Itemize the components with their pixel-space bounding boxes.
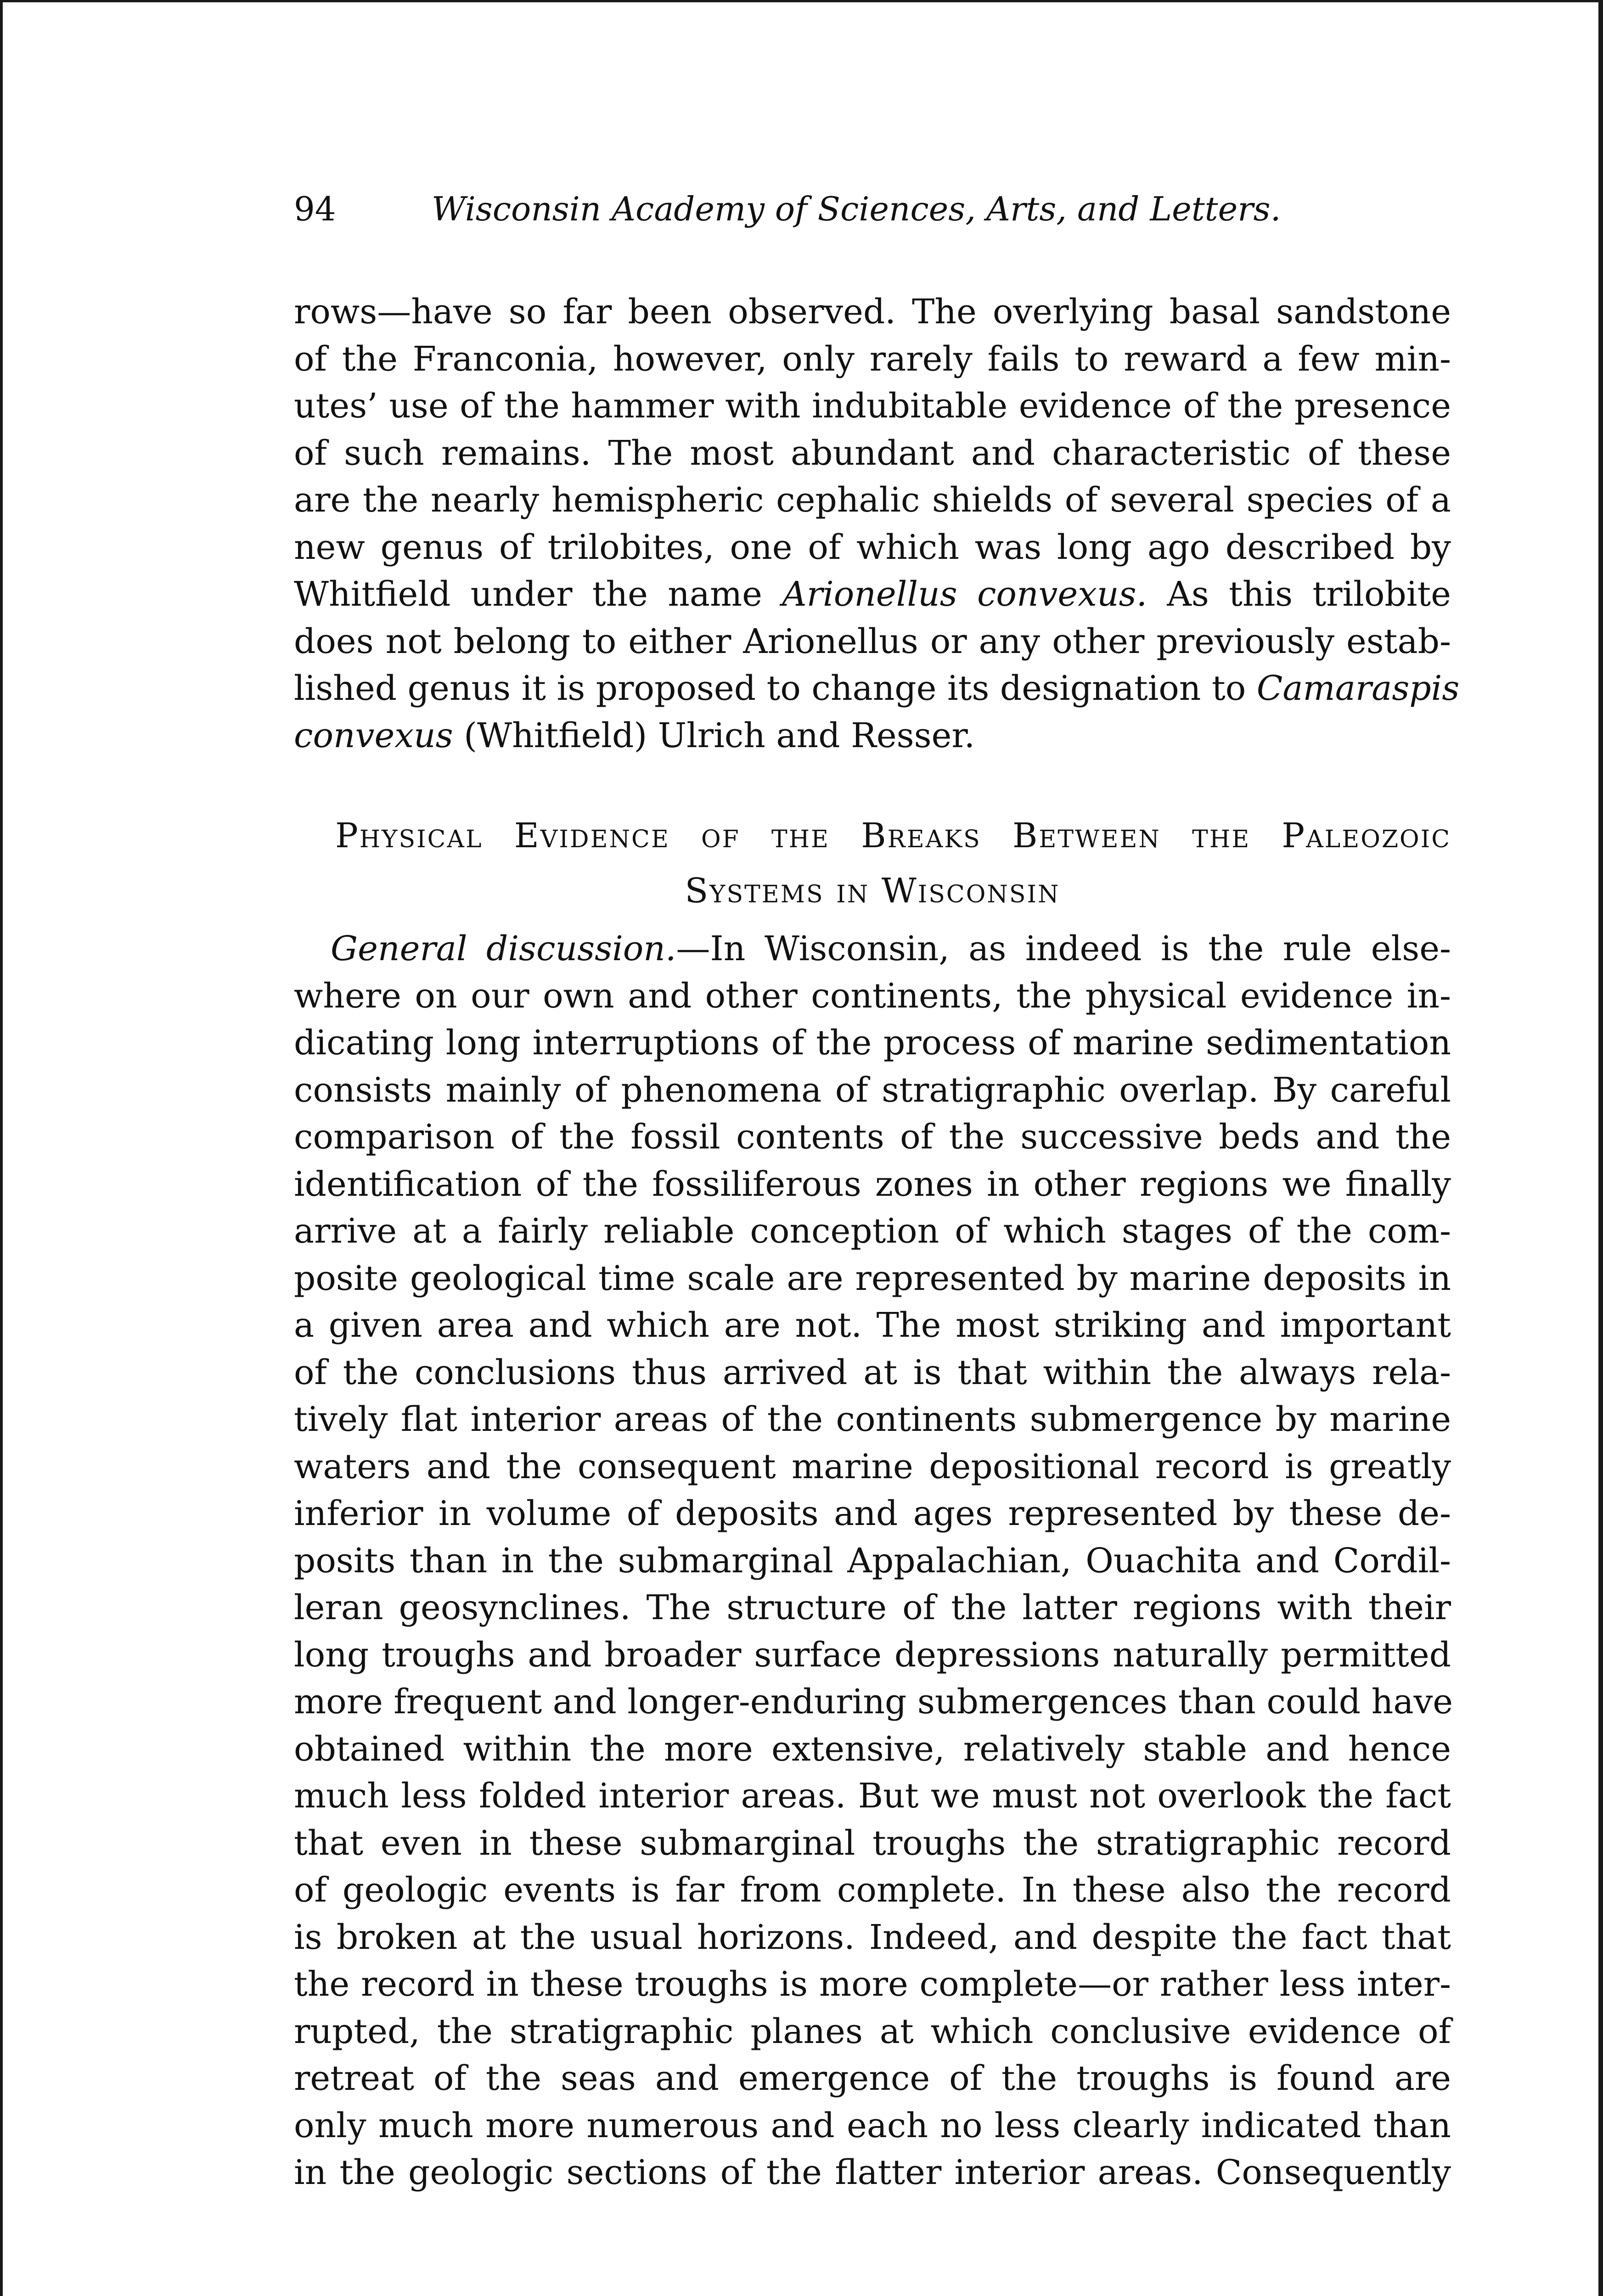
text-line: long troughs and broader surface depressions naturally permitted [294, 1635, 1451, 1675]
page-header [294, 186, 1281, 232]
running-title: Wisconsin Academy of Sciences, Arts, and Letters. [432, 190, 1281, 228]
text-line: posits than in the submarginal Appalachian, Ouachita and Cordil- [294, 1541, 1451, 1581]
text-line: a given area and which are not. The most striking and important [294, 1306, 1451, 1345]
text-line [294, 665, 1460, 712]
text-line: comparison of the fossil contents of the successive beds and the [294, 1117, 1451, 1157]
taxon-name: Arionellus convexus. [782, 574, 1147, 614]
text-line [294, 571, 1451, 618]
text-line: tively flat interior areas of the continents submergence by marine [294, 1400, 1451, 1439]
text-line: more frequent and longer-enduring submergences than could have [294, 1682, 1453, 1722]
text-segment: —In Wisconsin, as indeed is the rule else- [676, 929, 1451, 968]
text-line: identification of the fossiliferous zones in other regions we finally [294, 1164, 1451, 1204]
text-line: arrive at a fairly reliable conception of which stages of the com- [294, 1211, 1451, 1251]
text-line: retreat of the seas and emergence of the troughs is found are [294, 2059, 1451, 2098]
text-segment: Whitfield under the name [294, 574, 762, 614]
section-heading-line-2: Systems in Wisconsin [685, 871, 1060, 911]
text-line: of geologic events is far from complete. In these also the record [294, 1870, 1451, 1910]
text-line: of the conclusions thus arrived at is that within the always rela- [294, 1352, 1451, 1392]
page-number: 94 [294, 190, 336, 228]
scan-border-left [0, 0, 3, 2296]
text-line [294, 712, 1451, 760]
text-line: dicating long interruptions of the process of marine sedimentation [294, 1023, 1451, 1063]
text-segment: lished genus it is proposed to change its designation to [294, 669, 1246, 708]
text-line: waters and the consequent marine depositional record is greatly [294, 1446, 1451, 1486]
text-line: leran geosynclines. The structure of the latter regions with their [294, 1588, 1451, 1627]
text-line: of such remains. The most abundant and characteristic of these [294, 433, 1451, 473]
text-line: much less folded interior areas. But we must not overlook the fact [294, 1776, 1451, 1816]
text-line: the record in these troughs is more complete—or rather less inter- [294, 1964, 1451, 2004]
text-line: inferior in volume of deposits and ages represented by these de- [294, 1494, 1451, 1533]
text-line: that even in these submarginal troughs the stratigraphic record [294, 1823, 1451, 1863]
text-line: consists mainly of phenomena of stratigraphic overlap. By careful [294, 1070, 1451, 1110]
text-line: new genus of trilobites, one of which was long ago described by [294, 527, 1451, 567]
text-line: utes’ use of the hammer with indubitable evidence of the presence [294, 386, 1451, 426]
text-line: where on our own and other continents, the physical evidence in- [294, 976, 1451, 1016]
taxon-name: Camaraspis [1256, 669, 1460, 708]
text-line [294, 925, 1451, 973]
text-line: posite geological time scale are represented by marine deposits in [294, 1258, 1451, 1298]
text-line: of the Franconia, however, only rarely fails to reward a few min- [294, 339, 1451, 379]
text-segment: As this trilobite [1167, 574, 1451, 614]
text-segment: (Whitfield) Ulrich and Resser. [464, 715, 975, 755]
section-heading [294, 808, 1451, 918]
paragraph-continued [294, 288, 1460, 759]
text-line: does not belong to either Arionellus or any other previously estab- [294, 621, 1451, 661]
text-line: in the geologic sections of the flatter interior areas. Consequently [294, 2153, 1451, 2192]
section-heading-line-1: Physical Evidence of the Breaks Between the Paleozoic [335, 816, 1451, 855]
taxon-name: convexus [294, 715, 453, 755]
text-line: are the nearly hemispheric cephalic shields of several species of a [294, 480, 1451, 520]
text-line: rupted, the stratigraphic planes at which conclusive evidence of [294, 2011, 1451, 2051]
paragraph-lead: General discussion. [331, 929, 676, 968]
scan-border-top [0, 0, 1603, 2]
paragraph-general-discussion [294, 925, 1451, 2196]
text-line: only much more numerous and each no less clearly indicated than [294, 2105, 1451, 2145]
text-line: obtained within the more extensive, relatively stable and hence [294, 1729, 1451, 1769]
text-line: is broken at the usual horizons. Indeed, and despite the fact that [294, 1917, 1451, 1957]
scan-border-right [1598, 0, 1603, 2296]
text-line: rows—have so far been observed. The overlying basal sandstone [294, 292, 1451, 332]
